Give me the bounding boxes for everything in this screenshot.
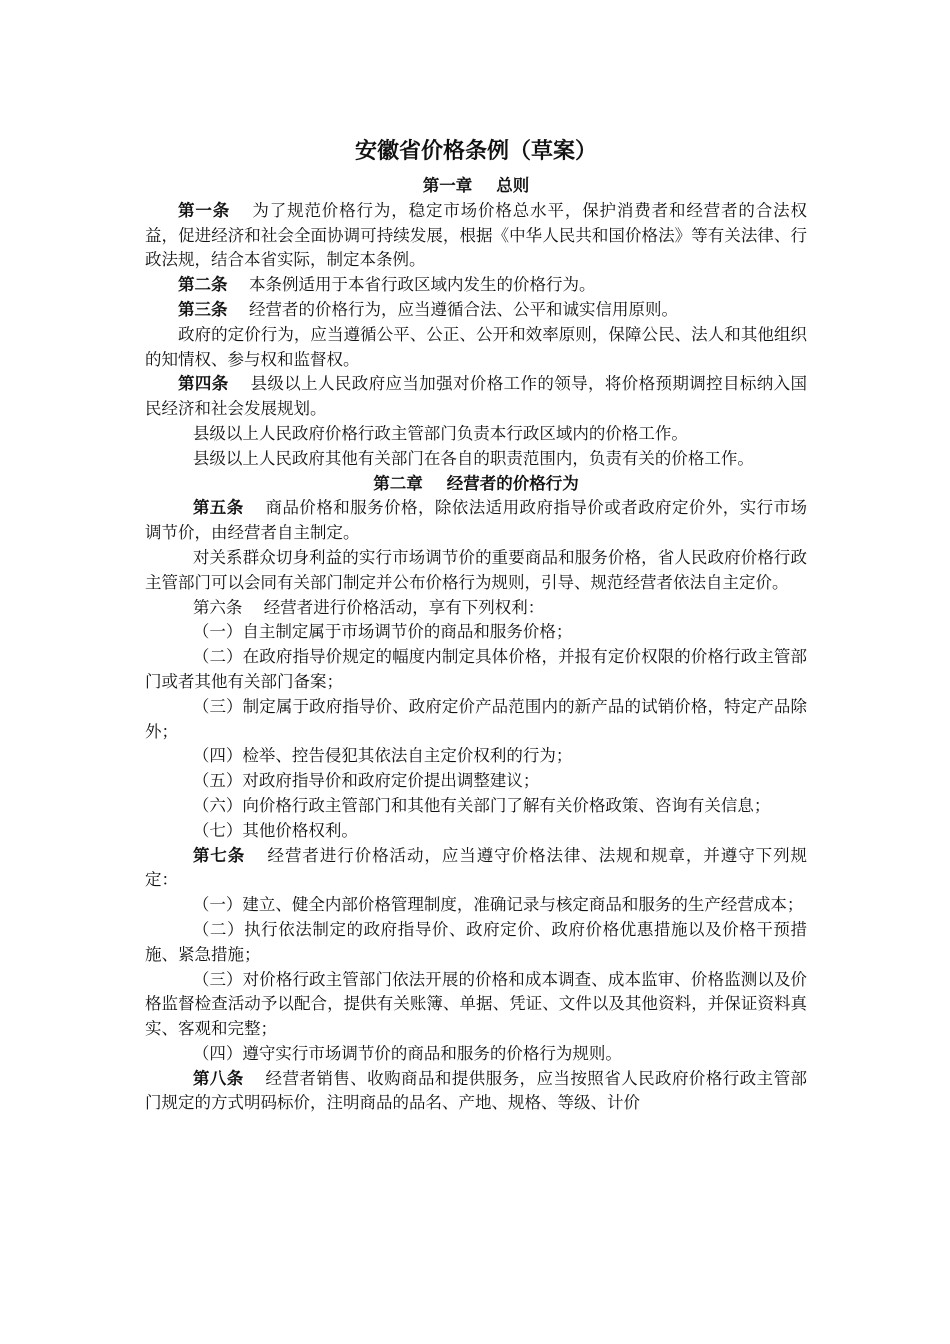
article-text: 经营者进行价格活动，应当遵守价格法律、法规和规章，并遵守下列规定： [145,845,808,890]
article-7 [145,844,807,894]
article-text: 经营者销售、收购商品和提供服务，应当按照省人民政府价格行政主管部门规定的方式明码标价，注明商品的品名、产地、规格、等级、计价 [145,1068,808,1113]
article-text: 为了规范价格行为，稳定市场价格总水平，保护消费者和经营者的合法权益，促进经济和社会全面协调可持续发展，根据《中华人民共和国价格法》等有关法律、行政法规，结合本省实际，制定本条例。 [145,200,808,270]
list-item: （六）向价格行政主管部门和其他有关部门了解有关价格政策、咨询有关信息； [192,795,771,815]
article-4-paragraph-3: 县级以上人民政府其他有关部门在各自的职责范围内，负责有关的价格工作。 [192,448,754,468]
chapter-name: 经营者的价格行为 [446,473,579,493]
list-item: （七）其他价格权利。 [192,820,358,840]
list-item: （三）制定属于政府指导价、政府定价产品范围内的新产品的试销价格，特定产品除外； [145,696,807,741]
article-4 [145,372,807,422]
article-text: 经营者进行价格活动，享有下列权利： [263,597,545,617]
article-text: 县级以上人民政府应当加强对价格工作的领导，将价格预期调控目标纳入国民经济和社会发展规划。 [145,374,808,419]
chapter-number: 第一章 [422,176,473,195]
article-text: 经营者的价格行为，应当遵循合法、公平和诚实信用原则。 [248,299,678,319]
article-3 [145,298,807,323]
list-item: （一）建立、健全内部价格管理制度，准确记录与核定商品和服务的生产经营成本； [192,895,804,915]
article-label: 第五条 [192,498,244,518]
article-1 [145,199,807,273]
article-label: 第六条 [192,597,243,617]
article-5-paragraph-2: 对关系群众切身利益的实行市场调节价的重要商品和服务价格，省人民政府价格行政主管部门可以会同有关部门制定并公布价格行为规则，引导、规范经营者依法自主定价。 [145,547,807,592]
chapter-heading-1 [145,174,807,199]
list-item: （五）对政府指导价和政府定价提出调整建议； [192,771,540,791]
article-label: 第四条 [178,374,229,394]
article-3-paragraph-2: 政府的定价行为，应当遵循公平、公正、公开和效率原则，保障公民、法人和其他组织的知情权、参与权和监督权。 [145,324,807,369]
list-item: （二）执行依法制定的政府指导价、政府定价、政府价格优惠措施以及价格干预措施、紧急措施； [145,919,807,964]
article-label: 第七条 [192,845,246,865]
article-label: 第八条 [192,1068,244,1088]
article-2 [145,273,807,298]
list-item: （二）在政府指导价规定的幅度内制定具体价格，并报有定价权限的价格行政主管部门或者其他有关部门备案； [145,647,807,691]
chapter-heading-2 [145,472,807,497]
article-label: 第三条 [178,299,228,319]
article-8 [145,1067,807,1117]
list-item: （四）检举、控告侵犯其依法自主定价权利的行为； [192,746,573,766]
article-6 [145,596,807,621]
article-text: 本条例适用于本省行政区域内发生的价格行为。 [248,275,596,295]
article-text: 商品价格和服务价格，除依法适用政府指导价或者政府定价外，实行市场调节价，由经营者自主制定。 [145,498,808,543]
chapter-name: 总则 [496,176,530,195]
article-label: 第二条 [178,275,228,295]
list-item: （三）对价格行政主管部门依法开展的价格和成本调查、成本监审、价格监测以及价格监督检查活动予以配合，提供有关账簿、单据、凭证、文件以及其他资料，并保证资料真实、客观和完整； [145,969,807,1039]
document-title: 安徽省价格条例（草案） [354,139,597,164]
list-item: （一）自主制定属于市场调节价的商品和服务价格； [192,622,573,642]
article-5 [145,496,807,546]
list-item: （四）遵守实行市场调节价的商品和服务的价格行为规则。 [192,1043,622,1063]
article-label: 第一条 [178,200,231,220]
chapter-number: 第二章 [373,473,423,493]
article-4-paragraph-2: 县级以上人民政府价格行政主管部门负责本行政区域内的价格工作。 [192,423,688,443]
document-page [145,128,807,1116]
